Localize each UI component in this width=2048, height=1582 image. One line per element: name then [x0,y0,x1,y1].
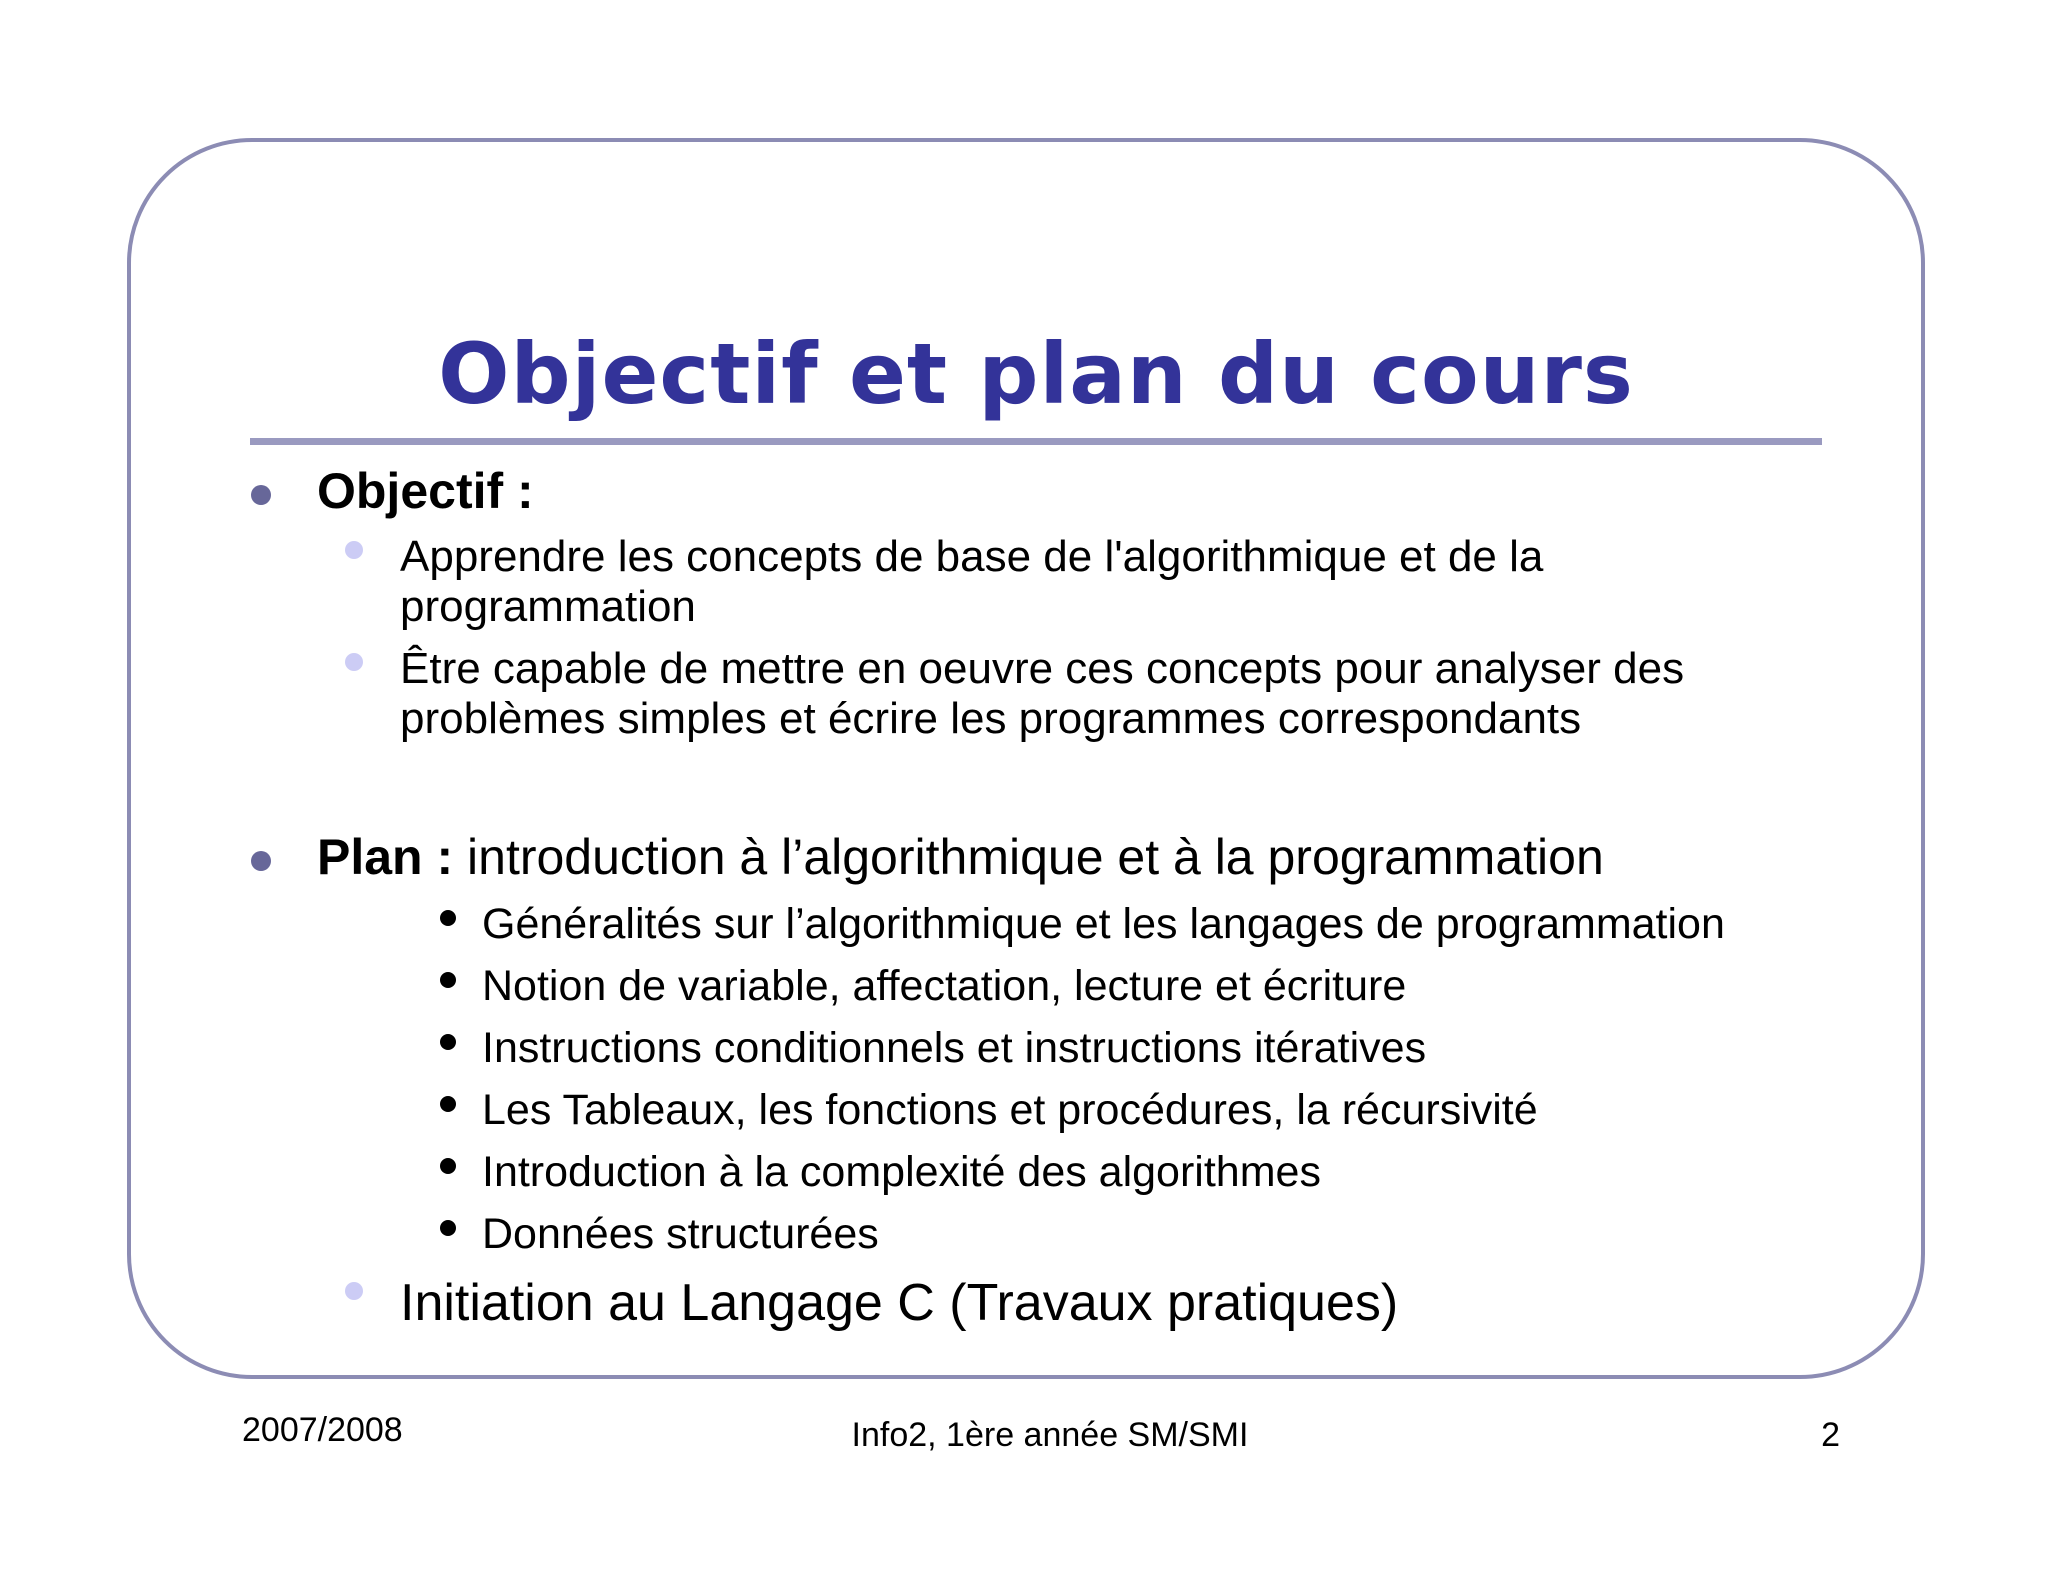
plan-item-3: Instructions conditionnels et instructions itératives [482,1024,1427,1072]
plan-item-bullet [440,1158,456,1174]
plan-item-bullet [440,1096,456,1112]
plan-label: Plan : [317,829,454,885]
footer-date: 2007/2008 [242,1411,403,1449]
plan-item-bullet [440,972,456,988]
plan-item-6: Données structurées [482,1210,879,1258]
objectif-bullet [251,485,271,505]
objectif-heading [317,461,534,521]
slide-title: Objectif et plan du cours [438,325,1634,423]
objectif-item-bullet [345,653,363,671]
objectif-item-2-line-2: problèmes simples et écrire les programmes correspondants [400,694,1582,743]
footer-course: Info2, 1ère année SM/SMI [851,1416,1249,1454]
plan-extra-bullet [345,1282,363,1300]
plan-item-5: Introduction à la complexité des algorithmes [482,1148,1321,1196]
objectif-item-1-line-1: Apprendre les concepts de base de l'algorithmique et de la [400,532,1544,581]
plan-item-bullet [440,1220,456,1236]
plan-item-1: Généralités sur l’algorithmique et les langages de programmation [482,900,1725,948]
plan-item-2: Notion de variable, affectation, lecture et écriture [482,962,1407,1010]
plan-extra-item: Initiation au Langage C (Travaux pratiques) [400,1274,1399,1332]
footer-page-number: 2 [1821,1416,1840,1454]
plan-heading [317,827,1604,887]
plan-item-bullet [440,1034,456,1050]
plan-item-bullet [440,910,456,926]
objectif-item-1-line-2: programmation [400,582,696,631]
plan-description: introduction à l’algorithmique et à la programmation [453,829,1604,885]
title-underline [250,438,1822,445]
objectif-item-bullet [345,541,363,559]
objectif-label: Objectif : [317,463,534,519]
plan-bullet [251,851,271,871]
plan-item-4: Les Tableaux, les fonctions et procédures, la récursivité [482,1086,1538,1134]
objectif-item-2-line-1: Être capable de mettre en oeuvre ces concepts pour analyser des [400,644,1685,693]
